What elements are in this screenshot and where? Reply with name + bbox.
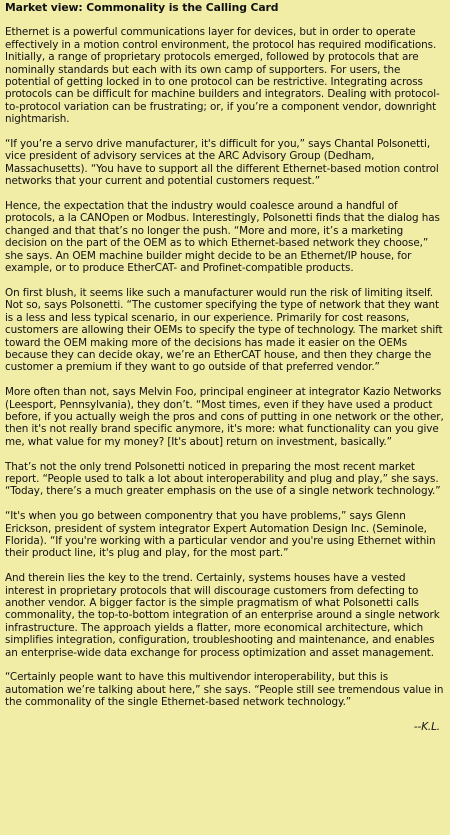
paragraph-first-blush: On first blush, it seems like such a manufacturer would run the risk of limiting itself. Not so, says Polsonetti. “The customer specifying the type of network that they want is a less and less typical scenario, in our experience. Primarily for cost reasons, customers are allowing their OEMs to specify the type of technology. The market shift toward the OEM making more of the decisions has made it easier on the OEMs because they can decide okay, we’re an EtherCAT house, and then they charge the customer a premium if they want to go outside of that preferred vendor.” xyxy=(5,286,443,374)
paragraph-market-trend: That’s not the only trend Polsonetti noticed in preparing the most recent market report. “People used to talk a lot about interoperability and plug and play,” she says. “Today, there’s a much greater emphasis on the use of a single network technology.” xyxy=(5,460,441,498)
article-title: Market view: Commonality is the Calling Card xyxy=(5,1,279,14)
paragraph-oem-decision: Hence, the expectation that the industry would coalesce around a handful of protocols, a la CANOpen or Modbus. Interestingly, Polsonetti finds that the dialog has changed and that that’s no longer the push. “More and more, it’s a marketing decision on the part of the OEM as to which Ethernet-based network they choose,” she says. An OEM machine builder might decide to be an Ethernet/IP house, for example, or to produce EtherCAT- and Profinet-compatible products. xyxy=(5,200,440,275)
paragraph-intro: Ethernet is a powerful communications layer for devices, but in order to operate effectively in a motion control environment, the protocol has required modifications. Initially, a range of proprietary protocols emerged, followed by protocols that are nominally standards but each with its own camp of supporters. For users, the potential of getting locked in to one protocol can be restrictive. Integrating across protocols can be difficult for machine builders and integrators. Dealing with protocol-to-protocol variation can be frustrating; or, if you’re a component vendor, downright nightmarish. xyxy=(5,26,440,126)
author-signature: --K.L. xyxy=(413,721,440,734)
paragraph-erickson-quote: “It's when you go between componentry that you have problems,” says Glenn Erickson, president of system integrator Expert Automation Design Inc. (Seminole, Florida). “If you're working with a particular vendor and you're using Ethernet within their product line, it's plug and play, for the most part.” xyxy=(5,510,436,560)
paragraph-closing-quote: “Certainly people want to have this multivendor interoperability, but this is automation we’re talking about here,” she says. “People still see tremendous value in the commonality of the single Ethernet-based network technology.” xyxy=(5,671,444,709)
paragraph-foo-quote: More often than not, says Melvin Foo, principal engineer at integrator Kazio Networks (Leesport, Pennsylvania), they don’t. “Most times, even if they have used a product before, if you actually weigh the pros and cons of putting in one network or the other, then it's not really brand specific anymore, it's more: what functionality can you give me, what value for my money? [It's about] return on investment, basically.” xyxy=(5,386,444,448)
paragraph-polsonetti-quote: “If you’re a servo drive manufacturer, it's difficult for you,” says Chantal Polsonetti, vice president of advisory services at the ARC Advisory Group (Dedham, Massachusetts). “You have to support all the different Ethernet-based motion control networks that your current and potential customers request.” xyxy=(5,138,439,188)
paragraph-key-trend: And therein lies the key to the trend. Certainly, systems houses have a vested interest in proprietary protocols that will discourage customers from defecting to another vendor. A bigger factor is the simple pragmatism of what Polsonetti calls commonality, the top-to-bottom integration of an enterprise around a single network infrastructure. The approach yields a flatter, more economical architecture, which simplifies integration, configuration, troubleshooting and maintenance, and enables an enterprise-wide data exchange for process optimization and asset management. xyxy=(5,572,440,659)
